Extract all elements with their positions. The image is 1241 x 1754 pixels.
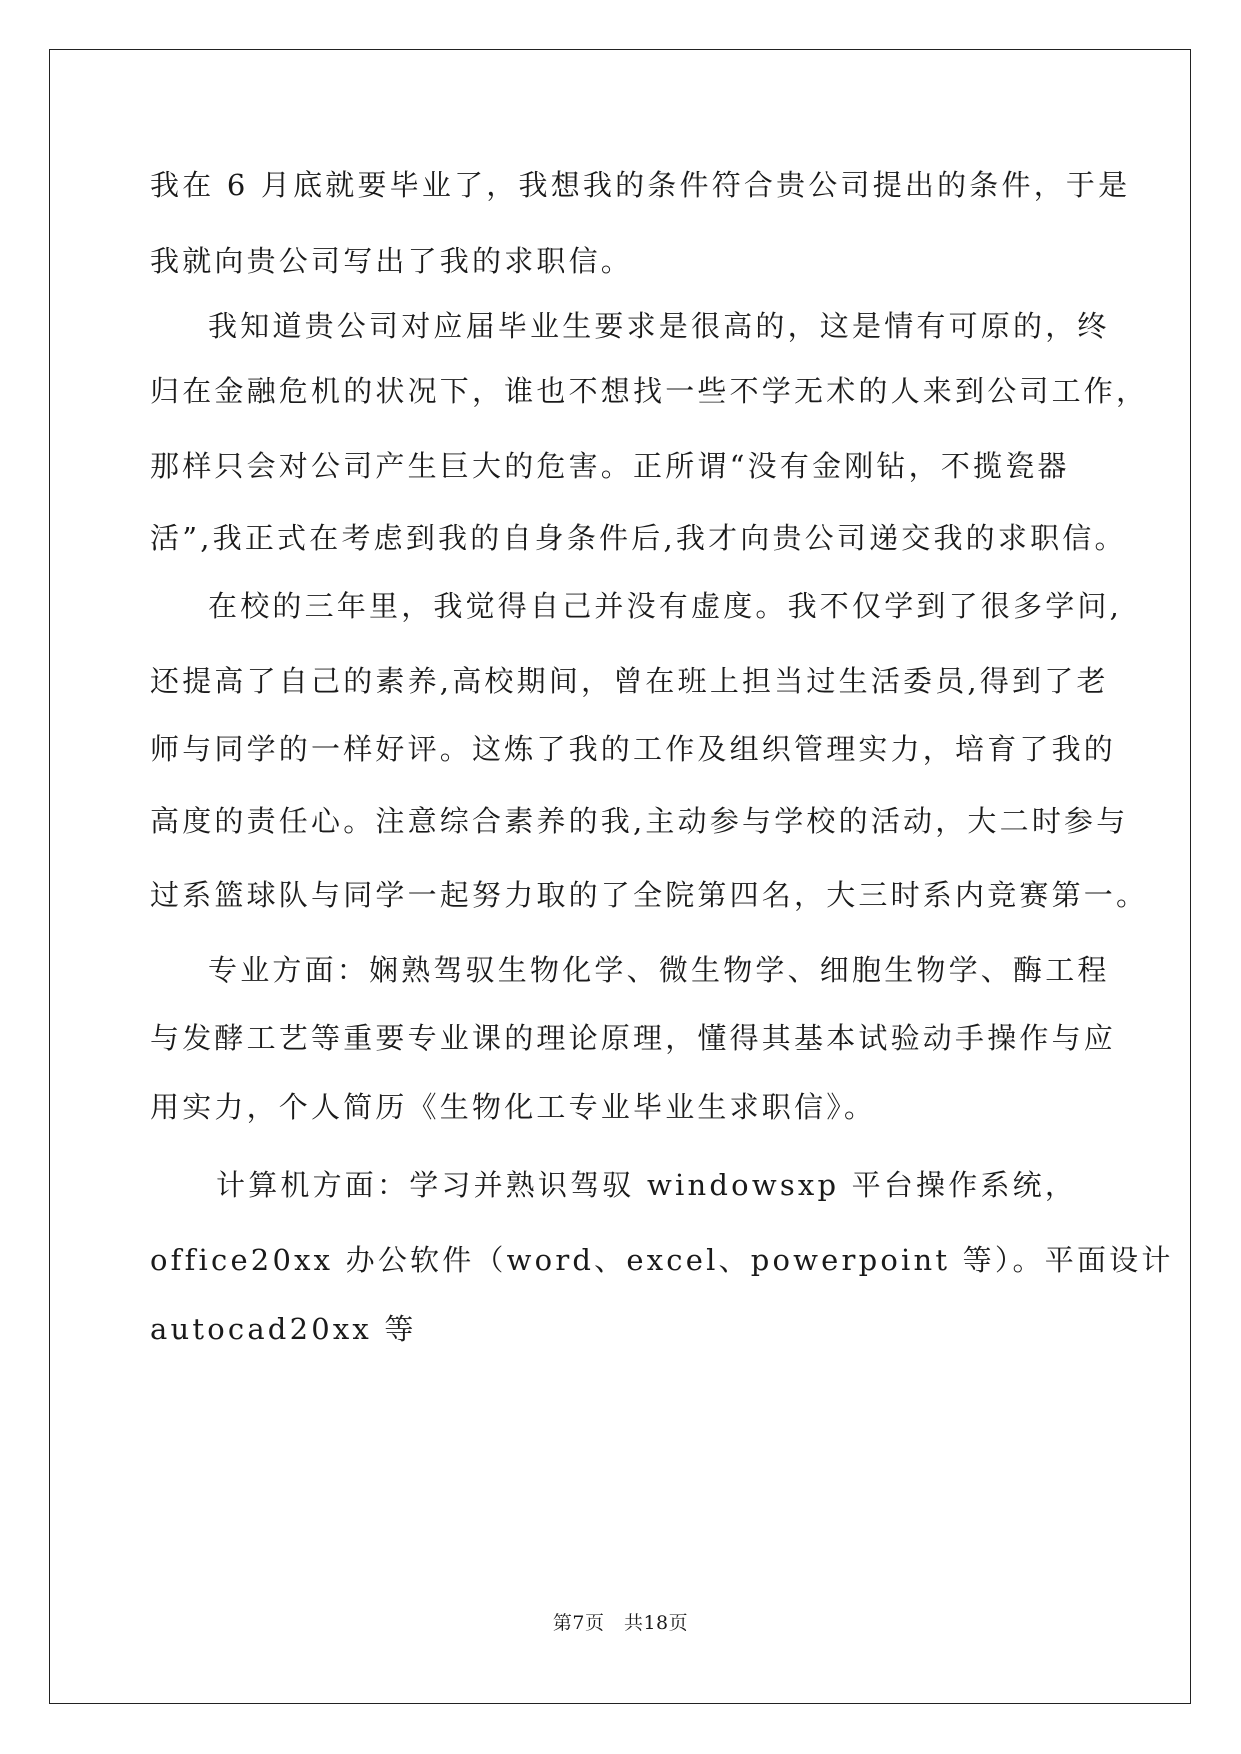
text-line-8: 还提高了自己的素养,高校期间，曾在班上担当过生活委员,得到了老	[150, 664, 1109, 698]
text-line-4: 归在金融危机的状况下，谁也不想找一些不学无术的人来到公司工作，	[150, 374, 1149, 408]
text-line-2: 我就向贵公司写出了我的求职信。	[150, 244, 634, 278]
text-line-11: 过系篮球队与同学一起努力取的了全院第四名，大三时系内竞赛第一。	[150, 878, 1149, 912]
text-line-5: 那样只会对公司产生巨大的危害。正所谓“没有金刚钻，不揽瓷器	[150, 449, 1070, 483]
text-line-6: 活”,我正式在考虑到我的自身条件后,我才向贵公司递交我的求职信。	[150, 521, 1127, 555]
text-line-17: autocad20xx 等	[150, 1312, 417, 1346]
text-line-10: 高度的责任心。注意综合素养的我,主动参与学校的活动，大二时参与	[150, 804, 1129, 838]
text-line-7: 在校的三年里，我觉得自己并没有虚度。我不仅学到了很多学问,	[208, 589, 1123, 623]
text-line-15: 计算机方面：学习并熟识驾驭 windowsxp 平台操作系统，	[216, 1168, 1078, 1202]
text-line-1: 我在 6 月底就要毕业了，我想我的条件符合贵公司提出的条件，于是	[150, 168, 1131, 202]
page-number-footer: 第7页 共18页	[552, 1612, 689, 1634]
text-line-9: 师与同学的一样好评。这炼了我的工作及组织管理实力，培育了我的	[150, 732, 1117, 766]
text-line-16: office20xx 办公软件（word、excel、powerpoint 等）。平面设计	[150, 1243, 1174, 1277]
text-line-13: 与发酵工艺等重要专业课的理论原理，懂得其基本试验动手操作与应	[150, 1021, 1117, 1055]
text-line-14: 用实力，个人简历《生物化工专业毕业生求职信》。	[150, 1090, 877, 1124]
text-line-12: 专业方面：娴熟驾驭生物化学、微生物学、细胞生物学、酶工程	[208, 953, 1110, 987]
text-line-3: 我知道贵公司对应届毕业生要求是很高的，这是情有可原的，终	[208, 309, 1110, 343]
